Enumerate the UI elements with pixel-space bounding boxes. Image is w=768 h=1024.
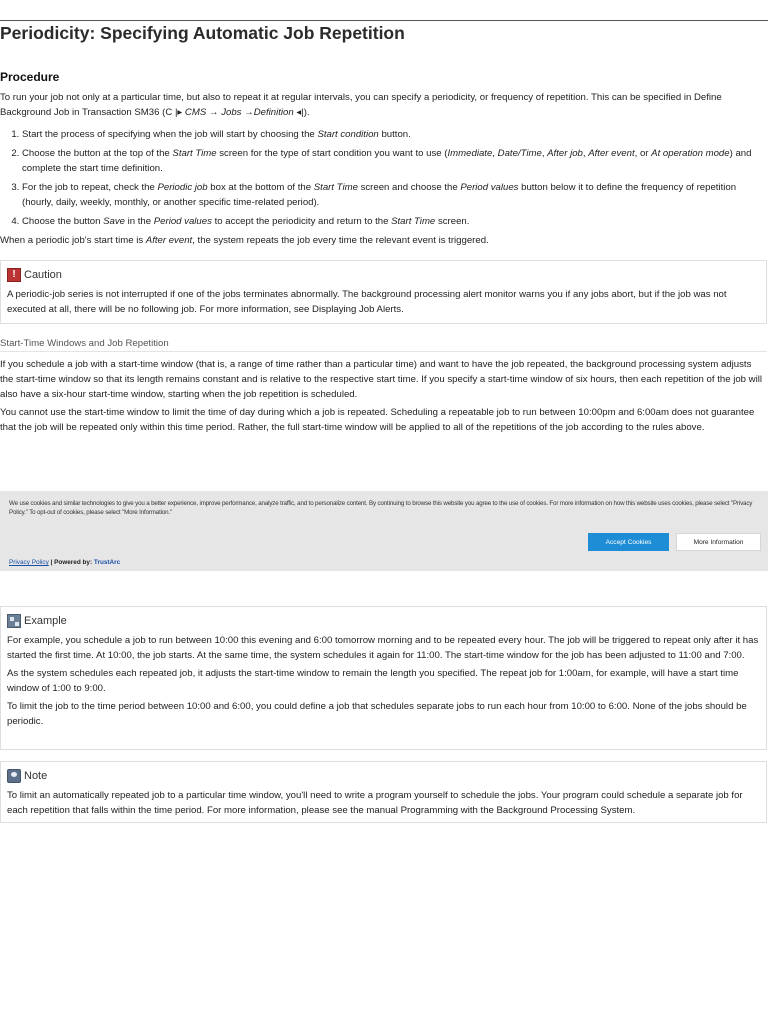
caution-label: Caution [24,268,62,281]
example-box [0,606,767,750]
note-header [7,768,47,784]
menu-path-c: C [165,107,173,118]
menu-path-definition: Definition [253,107,294,118]
caution-header [7,267,62,283]
note-box [0,761,767,823]
step-item: 4. Choose the button Save in the Period values to accept the periodicity and return to the Start Time screen. [22,214,766,229]
cookie-banner [0,491,768,571]
menu-path-jobs: Jobs [221,107,242,118]
start-time-windows-heading: Start-Time Windows and Job Repetition [0,338,169,349]
example-header [7,613,67,629]
example-paragraph-2: As the system schedules each repeated job, it adjusts the start-time window to remain the length you specified. The repeat job for 1:00am, for example, will have a start time window of 1:00 to 9:00. [7,668,739,694]
example-icon [7,614,21,628]
after-event-paragraph: When a periodic job's start time is After event, the system repeats the job every time the relevant event is triggered. [0,235,489,246]
example-paragraph-1: For example, you schedule a job to run between 10:00 this evening and 6:00 tomorrow morning and to be repeated every hour. The job will be triggered to repeat only after it has started the first time. At 10:00, the job starts. At the same time, the system schedules it again for 11:00. The start-time window for the job has been adjusted to 11:00 and 7:00. [7,635,759,661]
page-title: Periodicity: Specifying Automatic Job Repetition [0,23,405,43]
accept-cookies-button[interactable]: Accept Cookies [588,533,669,551]
step-item: 1. Start the process of specifying when the job will start by choosing the Start condition button. [22,127,766,142]
caution-icon [7,268,21,282]
trustarc-logo[interactable]: TrustArc [93,559,121,566]
note-icon [7,769,21,783]
step-item: 2. Choose the button at the top of the Start Time screen for the type of start condition you want to use (Immediate, Date/Time, After job, After event, or At operation mode) and complete the start time definition. [22,146,766,176]
step-item: 3. For the job to repeat, check the Periodic job box at the bottom of the Start Time screen and choose the Period values button below it to define the frequency of repetition (hourly, daily, weekly, monthly, or another specific time-related period). [22,180,766,210]
menu-end-icon: ◂| [296,107,304,118]
section-title-procedure: Procedure [0,70,60,84]
programming-background-processing-link[interactable]: Programming with the Background Processing System [400,805,633,816]
start-time-windows-paragraph-1: If you schedule a job with a start-time window (that is, a range of time rather than a particular time) and want to have the job repeated, the background processing system adjusts the start-time window so that its length remains constant and is relative to the respective start time. If you specify a start-time window of six hours, then each repetition of the job will also have a six-hour start-time window, starting when the job repetition is scheduled. [0,359,762,400]
arrow-right-icon: → [244,107,254,118]
procedure-steps [0,127,766,233]
intro-paragraph: To run your job not only at a particular time, but also to repeat it at regular intervals, you can specify a periodicity, or frequency of repetition. This can be specified in Define Background Job in Transaction SM36 (C |▸ CMS → Jobs →Definition ◂|). [0,92,722,118]
privacy-policy-link[interactable]: Privacy Policy [9,559,49,566]
start-time-windows-paragraph-2: You cannot use the start-time window to limit the time of day during which a job is repeated. Scheduling a repeatable job to run between 10:00pm and 6:00am does not guarantee that the job will be repeated only within this time period. Rather, the full start-time window will be applied to all of the repetitions of the job according to the rules above. [0,407,755,433]
example-body [7,633,761,732]
cookie-banner-footer: Privacy Policy | Powered by: TrustArc [9,559,121,566]
menu-path-cms: CMS [184,107,207,118]
divider [0,351,767,352]
caution-box [0,260,767,324]
more-information-button[interactable]: More Information [676,533,761,551]
note-body: To limit an automatically repeated job to a particular time window, you'll need to write a program yourself to schedule the jobs. Your program could schedule a separate job for each repetition that falls within the time period. For more information, please see the manual Programming with the Background Processing System. [7,790,743,816]
arrow-right-icon: → [208,107,219,118]
example-paragraph-3: To limit the job to the time period between 10:00 and 6:00, you could define a job that schedules separate jobs to run each hour from 10:00 to 6:00. None of the jobs should be periodic. [7,701,747,727]
example-label: Example [24,614,67,627]
note-label: Note [24,769,48,782]
caution-body: A periodic-job series is not interrupted if one of the jobs terminates abnormally. The background processing alert monitor warns you if any jobs abort, but if the job was not executed at all, there will be no following job. For more information, see Displaying Job Alerts. [7,289,727,315]
cookie-banner-text: We use cookies and similar technologies to give you a better experience, improve performance, analyze traffic, and to personalize content. By continuing to browse this website you agree to the use of cookies. For more information on how this website uses cookies, please select "Privacy Policy." To opt-out of cookies, please select "More Information." [9,500,753,516]
intro-text: To run your job not only at a particular time, but also to repeat it at regular intervals, you can specify a periodicity, or frequency of repetition. This can be specified in Define Background Job in Transaction SM36 ( [0,92,722,118]
menu-arrow-icon: |▸ [174,107,183,118]
displaying-job-alerts-link[interactable]: Displaying Job Alerts [312,304,402,315]
